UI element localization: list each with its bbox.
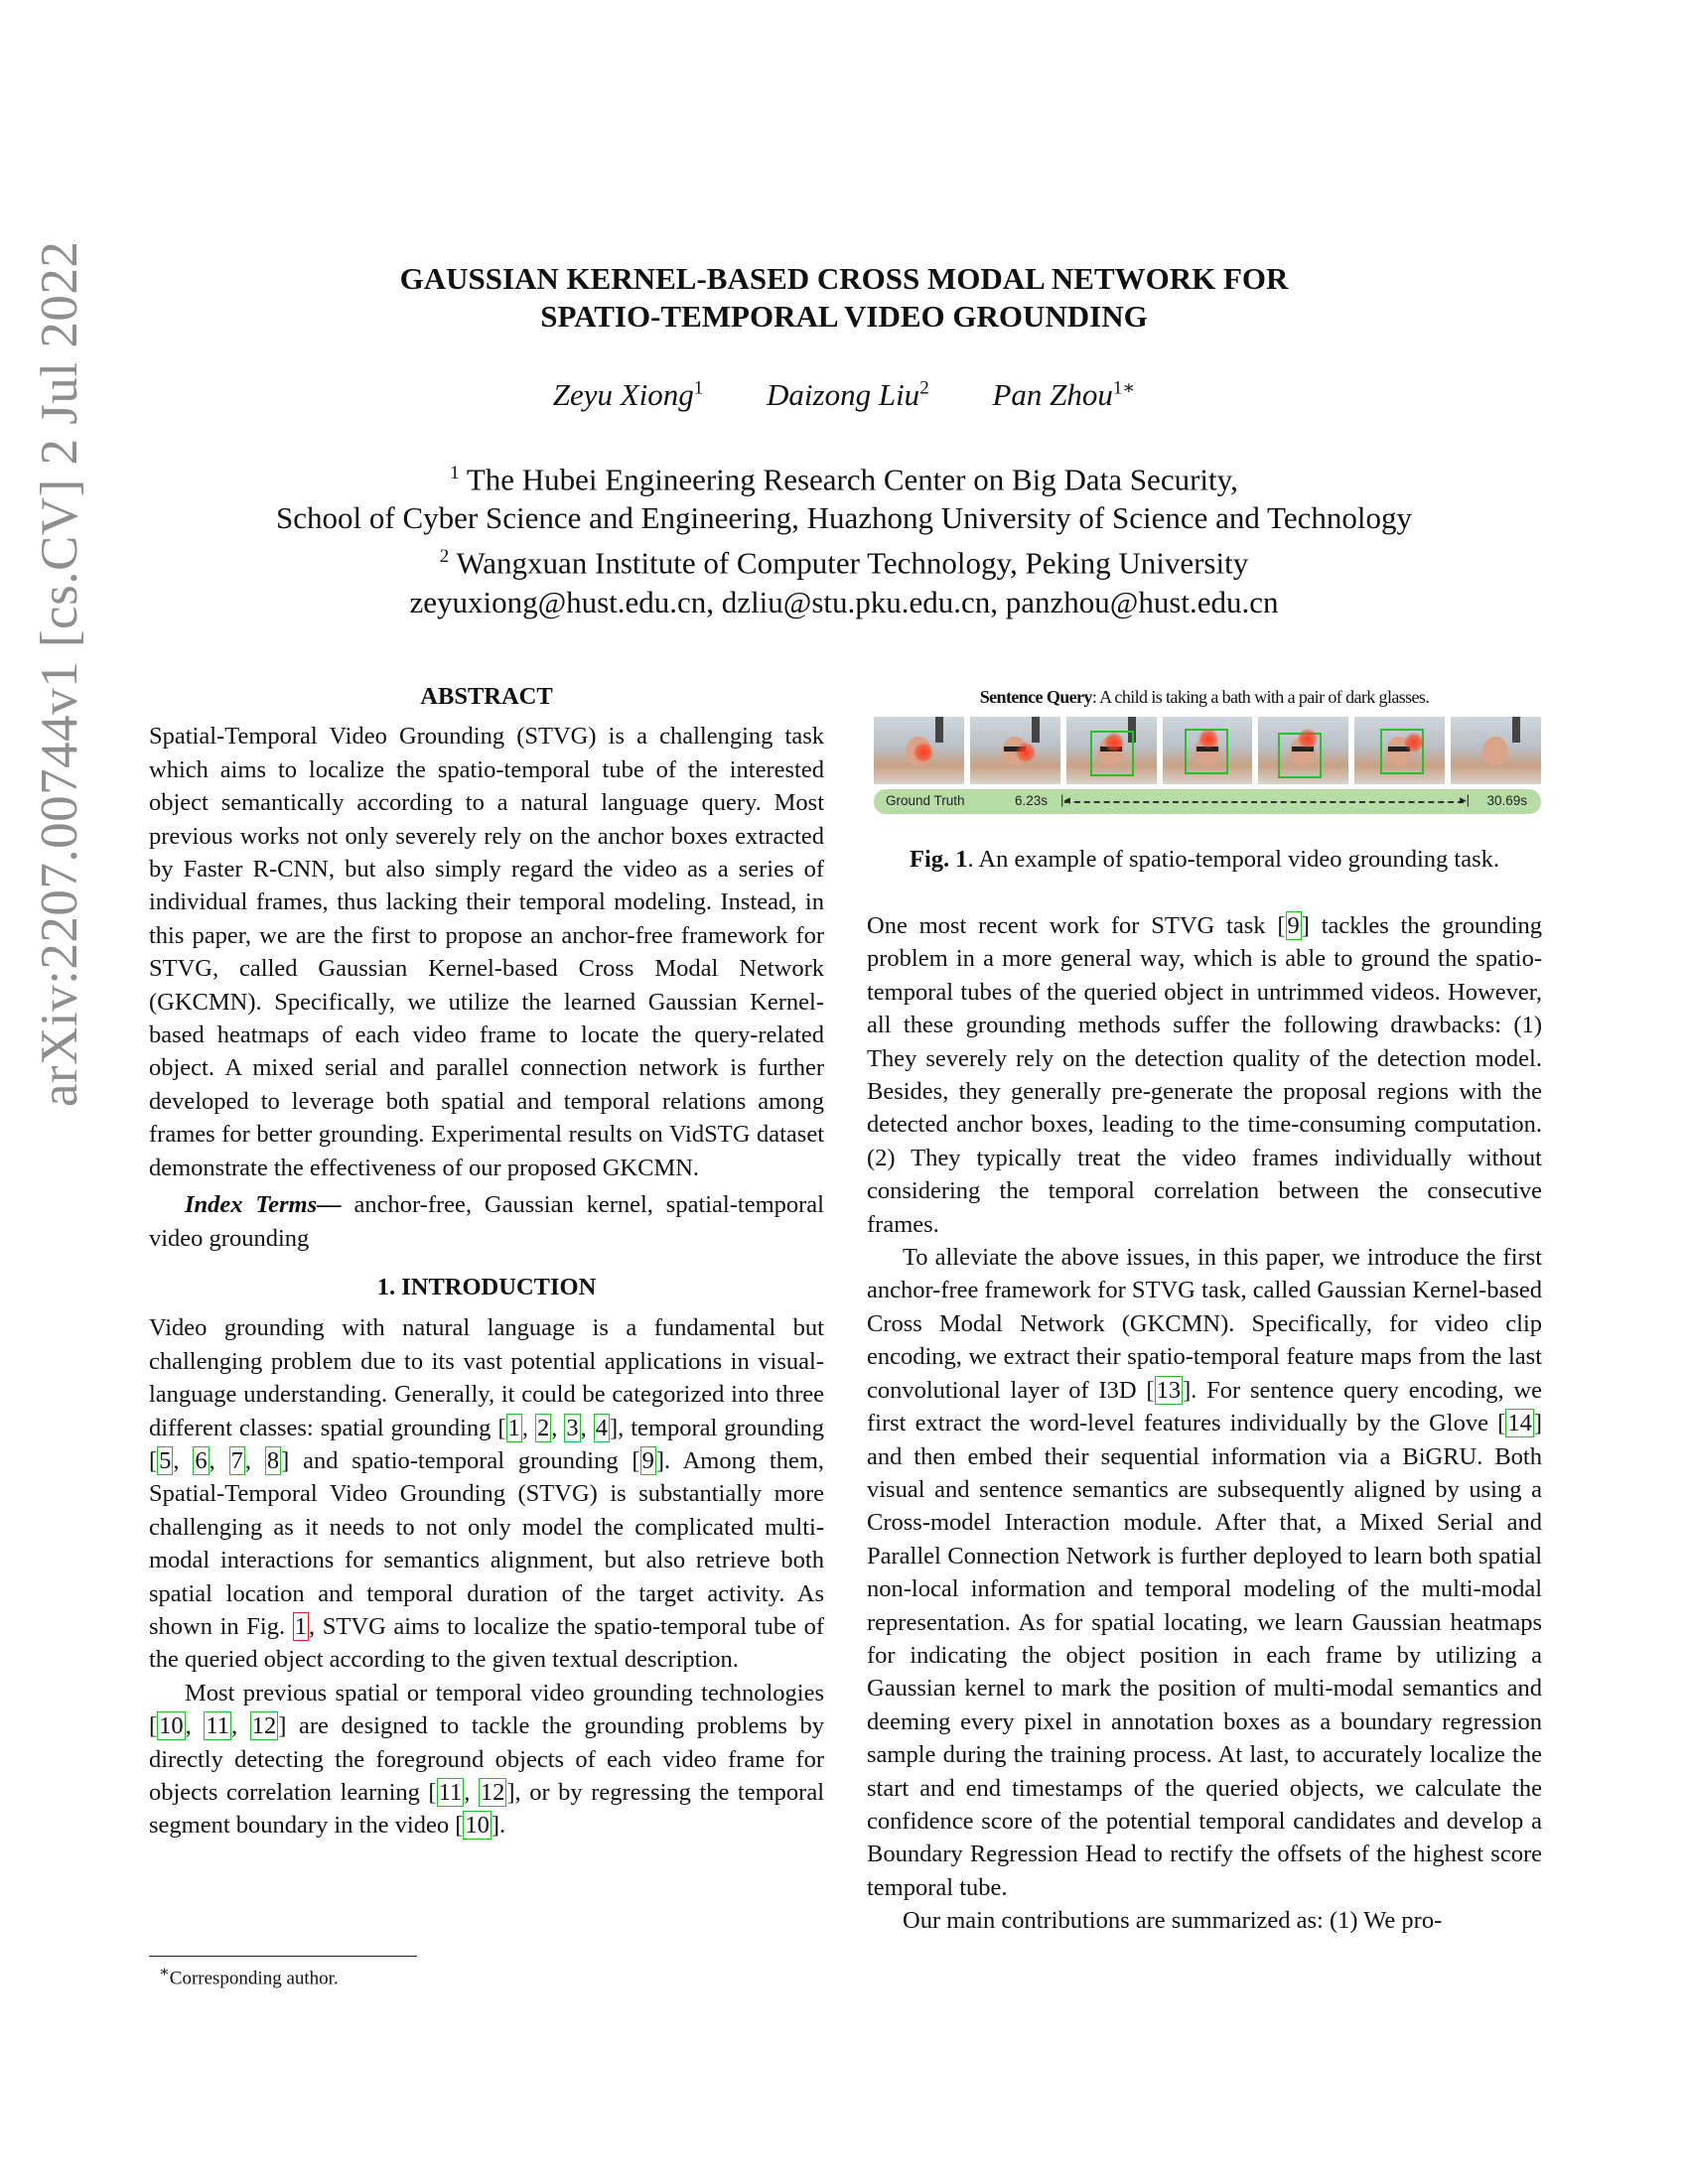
arrow-right-icon: ▸| [1460,792,1470,807]
intro-paragraph-2: Most previous spatial or temporal video grounding technologies [10, 11, 12] are designed to tackle the grounding problems by directly detecting the foreground objects of each video frame for objects correlation learning [11, 12], or by regressing the temporal segment boundary in the video [10]. [149,1679,825,1840]
ground-truth-end: 30.69s [1486,793,1527,808]
author: Pan Zhou$^{1∗}$ [992,377,1136,413]
citation-link[interactable]: 10 [159,1712,184,1740]
title-line-1: GAUSSIAN KERNEL-BASED CROSS MODAL NETWORK FOR [399,261,1289,296]
citation-link[interactable]: 13 [1156,1376,1182,1404]
citation-link[interactable]: 3 [566,1414,579,1441]
video-frames [874,717,1541,784]
citation-link[interactable]: 11 [438,1779,463,1806]
right-paragraph-2: To alleviate the above issues, in this paper, we introduce the first anchor-free framework for STVG task, called Gaussian Kernel-based Cross Modal Network (GKCMN). Specifically, for video clip encoding, we extract their spatio-temporal feature maps from the last convolutional layer of I3D [13]. For sentence query encoding, we first extract the word-level features individually by the Glove [14] and then embed their sequential information via a BiGRU. Both visual and sentence semantics are subsequently aligned by using a Cross-model Interaction module. After that, a Mixed Serial and Parallel Connection Network is further deployed to learn both spatial non-local information and temporal modeling of the multi-modal representation. As for spatial locating, we learn Gaussian heatmaps for indicating the object position in each frame by utilizing a Gaussian kernel to mark the position of multi-modal semantics and deeming every pixel in annotation boxes as a boundary regression sample during the training process. At last, to accurately localize the start and end timestamps of the queried objects, we calculate the confidence score of the potential temporal candidates and develop a Boundary Regression Head to rectify the offsets of the highest score temporal tube. [867,1244,1543,1901]
citation-link[interactable]: 11 [206,1712,229,1740]
video-frame [1354,717,1445,784]
author: Daizong Liu$^2$ [767,377,929,413]
citation-link[interactable]: 2 [536,1414,550,1441]
footnote-rule [149,1956,417,1957]
figure-link[interactable]: 1 [294,1612,308,1640]
video-frame [1258,717,1348,784]
intro-paragraph-1: Video grounding with natural language is a fundamental but challenging problem due to its vast potential applications in visual-language understanding. Generally, it could be categorized into three different classes: spatial grounding [1, 2, 3, 4], temporal grounding [5, 6, 7, 8] and spatio-temporal grounding [9]. Among them, Spatial-Temporal Video Grounding (STVG) is substantially more challenging as it needs to not only model the complicated multi-modal interactions for semantics alignment, but also retrieve both spatial location and temporal duration of the target activity. As shown in Fig. 1, STVG aims to localize the spatio-temporal tube of the queried object according to the given textual description. [149,1314,825,1674]
author-emails: zeyuxiong@hust.edu.cn, dzliu@stu.pku.edu.cn, panzhou@hust.edu.cn [409,584,1279,619]
citation-link[interactable]: 5 [159,1446,172,1474]
citation-link[interactable]: 9 [1287,912,1300,939]
arxiv-identifier: arXiv:2207.00744v1 [cs.CV] 2 Jul 2022 [31,240,88,1107]
affiliations [149,454,1539,621]
citation-link[interactable]: 4 [595,1414,608,1441]
citation-link[interactable]: 7 [230,1446,243,1474]
citation-link[interactable]: 8 [266,1446,280,1474]
citation-link[interactable]: 9 [641,1446,654,1474]
ground-truth-bar [874,789,1541,814]
citation-link[interactable]: 12 [480,1779,505,1806]
citation-link[interactable]: 6 [195,1446,208,1474]
introduction-heading: 1. INTRODUCTION [376,1273,597,1300]
citation-link[interactable]: 1 [507,1414,520,1441]
figure-caption: Fig. 1. An example of spatio-temporal video grounding task. [909,846,1499,873]
title-line-2: SPATIO-TEMPORAL VIDEO GROUNDING [540,299,1148,334]
ground-truth-start: 6.23s [1015,793,1049,808]
citation-link[interactable]: 12 [251,1712,277,1740]
paper-title [248,260,1440,336]
figure-sentence-query: Sentence Query: A child is taking a bath with a pair of dark glasses. [979,687,1430,707]
footnote: ∗Corresponding author. [159,1964,339,1989]
author-list [248,377,1440,413]
ground-truth-label: Ground Truth [886,793,965,808]
right-paragraph-1: One most recent work for STVG task [9] tackles the grounding problem in a more general way, which is able to ground the spatio-temporal tubes of the queried object in untrimmed videos. However, all these grounding methods suffer the following drawbacks: (1) They severely rely on the detection quality of the detection model. Besides, they generally pre-generate the proposal regions with the detected anchor boxes, leading to the time-consuming computation. (2) They typically treat the video frames individually without considering the temporal correlation between the consecutive frames. [867,912,1543,1238]
arrow-left-icon: |◂ [1060,792,1070,807]
index-terms: Index Terms— anchor-free, Gaussian kernel, spatial-temporal video grounding [149,1191,824,1252]
citation-link[interactable]: 14 [1507,1410,1532,1437]
affiliation-2: $^2$ Wangxuan Institute of Computer Technology, Peking University [439,545,1249,581]
right-paragraph-3: Our main contributions are summarized as: (1) We pro- [903,1907,1443,1935]
affiliation-1-school: School of Cyber Science and Engineering, Huazhong University of Science and Technology [276,500,1412,536]
timeline-dash [1064,801,1464,803]
author: Zeyu Xiong$^1$ [552,377,704,413]
video-frame [970,717,1060,784]
video-frame [1066,717,1157,784]
abstract-heading: ABSTRACT [420,683,553,710]
video-frame [1451,717,1541,784]
abstract-text: Spatial-Temporal Video Grounding (STVG) is a challenging task which aims to localize the spatio-temporal tube of the interested object semantically according to a natural language query. Most previous works not only severely rely on the anchor boxes extracted by Faster R-CNN, but also simply regard the video as a series of individual frames, thus lacking their temporal modeling. Instead, in this paper, we are the first to propose an anchor-free framework for STVG, called Gaussian Kernel-based Cross Modal Network (GKCMN). Specifically, we utilize the learned Gaussian Kernel-based heatmaps of each video frame to locate the query-related object. A mixed serial and parallel connection network is further developed to leverage both spatial and temporal relations among frames for better grounding. Experimental results on VidSTG dataset demonstrate the effectiveness of our proposed GKCMN. [149,723,824,1181]
right-column [867,909,1542,1938]
video-frame [874,717,964,784]
left-column [149,680,824,1843]
citation-link[interactable]: 10 [465,1812,490,1840]
affiliation-1: $^1$ The Hubei Engineering Research Center on Big Data Security, [450,462,1238,497]
video-frame [1163,717,1253,784]
